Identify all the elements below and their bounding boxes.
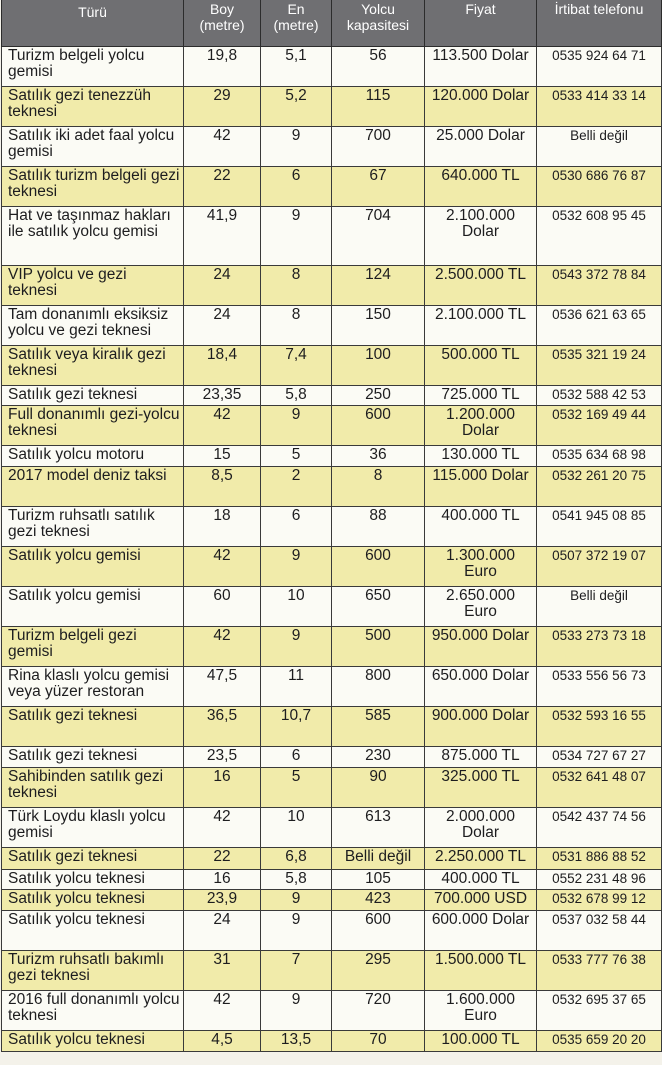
cell-length: 8,5: [184, 467, 261, 507]
header-capacity: Yolcu kapasitesi: [332, 0, 425, 47]
cell-capacity: 88: [332, 507, 425, 547]
cell-phone: 0537 032 58 44: [537, 911, 662, 951]
cell-phone: Belli değil: [537, 127, 662, 167]
table-row: [2, 87, 662, 127]
cell-width: 8: [261, 306, 332, 346]
cell-phone: 0532 608 95 45: [537, 207, 662, 266]
cell-type: VIP yolcu ve gezi teknesi: [2, 266, 184, 306]
cell-type: Satılık gezi tenezzüh teknesi: [2, 87, 184, 127]
table-row: [2, 406, 662, 446]
cell-capacity: 800: [332, 667, 425, 707]
cell-phone: 0535 634 68 98: [537, 446, 662, 467]
cell-phone: 0533 556 56 73: [537, 667, 662, 707]
cell-capacity: 600: [332, 911, 425, 951]
cell-width: 10: [261, 808, 332, 848]
cell-width: 9: [261, 547, 332, 587]
cell-type: 2016 full donanımlı yolcu teknesi: [2, 991, 184, 1031]
cell-width: 6,8: [261, 848, 332, 870]
header-row: [2, 0, 662, 47]
table-row: [2, 47, 662, 87]
cell-phone: 0532 678 99 12: [537, 890, 662, 911]
cell-length: 16: [184, 768, 261, 808]
cell-width: 5: [261, 446, 332, 467]
header-width: En (metre): [261, 0, 332, 47]
cell-phone: 0552 231 48 96: [537, 870, 662, 890]
table-row: [2, 306, 662, 346]
cell-length: 42: [184, 808, 261, 848]
cell-length: 42: [184, 991, 261, 1031]
cell-length: 15: [184, 446, 261, 467]
header-length: Boy (metre): [184, 0, 261, 47]
table-row: [2, 627, 662, 667]
cell-width: 9: [261, 127, 332, 167]
cell-type: Satılık yolcu teknesi: [2, 911, 184, 951]
cell-width: 10,7: [261, 707, 332, 747]
cell-price: 113.500 Dolar: [425, 47, 537, 87]
cell-length: 31: [184, 951, 261, 991]
cell-width: 11: [261, 667, 332, 707]
cell-width: 6: [261, 747, 332, 768]
cell-width: 9: [261, 991, 332, 1031]
cell-price: 500.000 TL: [425, 346, 537, 386]
cell-type: Satılık yolcu gemisi: [2, 587, 184, 627]
cell-phone: 0530 686 76 87: [537, 167, 662, 207]
cell-capacity: 250: [332, 386, 425, 406]
cell-phone: 0532 261 20 75: [537, 467, 662, 507]
cell-price: 2.100.000 TL: [425, 306, 537, 346]
cell-type: Turizm belgeli yolcu gemisi: [2, 47, 184, 87]
table-row: [2, 951, 662, 991]
cell-price: 400.000 TL: [425, 870, 537, 890]
cell-type: Satılık yolcu motoru: [2, 446, 184, 467]
cell-capacity: 500: [332, 627, 425, 667]
cell-price: 650.000 Dolar: [425, 667, 537, 707]
cell-length: 42: [184, 547, 261, 587]
cell-length: 24: [184, 266, 261, 306]
cell-capacity: 105: [332, 870, 425, 890]
cell-type: Hat ve taşınmaz hakları ile satılık yolcu gemisi: [2, 207, 184, 266]
table-row: [2, 667, 662, 707]
table-row: [2, 870, 662, 890]
cell-capacity: Belli değil: [332, 848, 425, 870]
cell-type: Satılık gezi teknesi: [2, 747, 184, 768]
cell-length: 23,5: [184, 747, 261, 768]
cell-phone: Belli değil: [537, 587, 662, 627]
cell-price: 900.000 Dolar: [425, 707, 537, 747]
table-row: [2, 207, 662, 266]
cell-phone: 0532 169 49 44: [537, 406, 662, 446]
cell-type: Full donanımlı gezi-yolcu teknesi: [2, 406, 184, 446]
cell-capacity: 67: [332, 167, 425, 207]
cell-phone: 0532 695 37 65: [537, 991, 662, 1031]
cell-phone: 0533 777 76 38: [537, 951, 662, 991]
cell-type: Satılık yolcu teknesi: [2, 890, 184, 911]
boat-listing-table: [1, 0, 662, 1052]
cell-price: 2.000.000 Dolar: [425, 808, 537, 848]
cell-width: 10: [261, 587, 332, 627]
table-row: [2, 848, 662, 870]
cell-width: 2: [261, 467, 332, 507]
cell-length: 41,9: [184, 207, 261, 266]
cell-length: 22: [184, 848, 261, 870]
cell-type: Satılık yolcu gemisi: [2, 547, 184, 587]
cell-width: 8: [261, 266, 332, 306]
cell-type: Satılık yolcu teknesi: [2, 1031, 184, 1052]
table-row: [2, 911, 662, 951]
cell-length: 24: [184, 911, 261, 951]
cell-type: Türk Loydu klaslı yolcu gemisi: [2, 808, 184, 848]
cell-length: 60: [184, 587, 261, 627]
cell-width: 5,8: [261, 870, 332, 890]
cell-price: 600.000 Dolar: [425, 911, 537, 951]
cell-phone: 0532 588 42 53: [537, 386, 662, 406]
cell-length: 23,35: [184, 386, 261, 406]
cell-type: Satılık yolcu teknesi: [2, 870, 184, 890]
cell-width: 5,2: [261, 87, 332, 127]
cell-type: Satılık iki adet faal yolcu gemisi: [2, 127, 184, 167]
cell-capacity: 8: [332, 467, 425, 507]
cell-phone: 0536 621 63 65: [537, 306, 662, 346]
cell-type: Tam donanımlı eksiksiz yolcu ve gezi teknesi: [2, 306, 184, 346]
cell-width: 9: [261, 627, 332, 667]
cell-price: 640.000 TL: [425, 167, 537, 207]
cell-phone: 0535 659 20 20: [537, 1031, 662, 1052]
cell-capacity: 704: [332, 207, 425, 266]
cell-length: 22: [184, 167, 261, 207]
cell-capacity: 115: [332, 87, 425, 127]
cell-type: Satılık gezi teknesi: [2, 848, 184, 870]
cell-price: 875.000 TL: [425, 747, 537, 768]
cell-phone: 0535 321 19 24: [537, 346, 662, 386]
cell-length: 4,5: [184, 1031, 261, 1052]
cell-capacity: 613: [332, 808, 425, 848]
cell-phone: 0532 593 16 55: [537, 707, 662, 747]
table-row: [2, 346, 662, 386]
cell-phone: 0531 886 88 52: [537, 848, 662, 870]
table-row: [2, 386, 662, 406]
cell-capacity: 56: [332, 47, 425, 87]
cell-type: Satılık veya kiralık gezi teknesi: [2, 346, 184, 386]
cell-width: 5: [261, 768, 332, 808]
cell-capacity: 585: [332, 707, 425, 747]
cell-price: 1.500.000 TL: [425, 951, 537, 991]
cell-price: 2.500.000 TL: [425, 266, 537, 306]
cell-type: Satılık turizm belgeli gezi teknesi: [2, 167, 184, 207]
table-row: [2, 446, 662, 467]
cell-length: 42: [184, 127, 261, 167]
header-price: Fiyat: [425, 0, 537, 47]
header-type: Türü: [2, 0, 184, 47]
cell-price: 25.000 Dolar: [425, 127, 537, 167]
cell-type: Turizm ruhsatlı bakımlı gezi teknesi: [2, 951, 184, 991]
cell-price: 1.200.000 Dolar: [425, 406, 537, 446]
cell-phone: 0543 372 78 84: [537, 266, 662, 306]
cell-capacity: 36: [332, 446, 425, 467]
cell-phone: 0535 924 64 71: [537, 47, 662, 87]
cell-width: 9: [261, 911, 332, 951]
cell-width: 13,5: [261, 1031, 332, 1052]
cell-price: 2.650.000 Euro: [425, 587, 537, 627]
cell-type: 2017 model deniz taksi: [2, 467, 184, 507]
cell-capacity: 700: [332, 127, 425, 167]
cell-price: 1.300.000 Euro: [425, 547, 537, 587]
cell-capacity: 124: [332, 266, 425, 306]
cell-type: Rina klaslı yolcu gemisi veya yüzer restoran: [2, 667, 184, 707]
table-row: [2, 127, 662, 167]
cell-length: 42: [184, 627, 261, 667]
cell-length: 18,4: [184, 346, 261, 386]
cell-price: 1.600.000 Euro: [425, 991, 537, 1031]
cell-phone: 0542 437 74 56: [537, 808, 662, 848]
cell-type: Turizm belgeli gezi gemisi: [2, 627, 184, 667]
cell-price: 400.000 TL: [425, 507, 537, 547]
table-row: [2, 167, 662, 207]
cell-length: 47,5: [184, 667, 261, 707]
table-row: [2, 1031, 662, 1052]
cell-capacity: 230: [332, 747, 425, 768]
table-row: [2, 991, 662, 1031]
cell-length: 16: [184, 870, 261, 890]
cell-capacity: 650: [332, 587, 425, 627]
cell-width: 9: [261, 406, 332, 446]
cell-type: Satılık gezi teknesi: [2, 386, 184, 406]
table-body: [2, 47, 662, 1052]
cell-phone: 0534 727 67 27: [537, 747, 662, 768]
cell-capacity: 90: [332, 768, 425, 808]
cell-width: 7: [261, 951, 332, 991]
header-phone: İrtibat telefonu: [537, 0, 662, 47]
cell-width: 9: [261, 890, 332, 911]
cell-capacity: 100: [332, 346, 425, 386]
cell-capacity: 600: [332, 406, 425, 446]
cell-phone: 0533 273 73 18: [537, 627, 662, 667]
table-row: [2, 890, 662, 911]
table-row: [2, 467, 662, 507]
cell-phone: 0507 372 19 07: [537, 547, 662, 587]
cell-type: Sahibinden satılık gezi teknesi: [2, 768, 184, 808]
cell-capacity: 423: [332, 890, 425, 911]
table-row: [2, 547, 662, 587]
cell-phone: 0541 945 08 85: [537, 507, 662, 547]
cell-capacity: 70: [332, 1031, 425, 1052]
cell-phone: 0532 641 48 07: [537, 768, 662, 808]
cell-length: 36,5: [184, 707, 261, 747]
cell-width: 7,4: [261, 346, 332, 386]
cell-price: 2.100.000 Dolar: [425, 207, 537, 266]
table-row: [2, 507, 662, 547]
table-row: [2, 768, 662, 808]
cell-price: 325.000 TL: [425, 768, 537, 808]
cell-capacity: 295: [332, 951, 425, 991]
cell-length: 29: [184, 87, 261, 127]
cell-price: 2.250.000 TL: [425, 848, 537, 870]
cell-width: 6: [261, 507, 332, 547]
cell-price: 120.000 Dolar: [425, 87, 537, 127]
cell-price: 115.000 Dolar: [425, 467, 537, 507]
cell-length: 23,9: [184, 890, 261, 911]
cell-type: Satılık gezi teknesi: [2, 707, 184, 747]
cell-price: 100.000 TL: [425, 1031, 537, 1052]
cell-capacity: 600: [332, 547, 425, 587]
cell-capacity: 720: [332, 991, 425, 1031]
cell-length: 24: [184, 306, 261, 346]
cell-width: 5,8: [261, 386, 332, 406]
cell-price: 700.000 USD: [425, 890, 537, 911]
cell-length: 42: [184, 406, 261, 446]
cell-width: 6: [261, 167, 332, 207]
cell-price: 725.000 TL: [425, 386, 537, 406]
cell-price: 130.000 TL: [425, 446, 537, 467]
cell-phone: 0533 414 33 14: [537, 87, 662, 127]
cell-capacity: 150: [332, 306, 425, 346]
table-row: [2, 747, 662, 768]
cell-width: 5,1: [261, 47, 332, 87]
cell-price: 950.000 Dolar: [425, 627, 537, 667]
cell-type: Turizm ruhsatlı satılık gezi teknesi: [2, 507, 184, 547]
cell-length: 18: [184, 507, 261, 547]
table-row: [2, 808, 662, 848]
table-row: [2, 266, 662, 306]
cell-length: 19,8: [184, 47, 261, 87]
cell-width: 9: [261, 207, 332, 266]
table-row: [2, 587, 662, 627]
table-row: [2, 707, 662, 747]
